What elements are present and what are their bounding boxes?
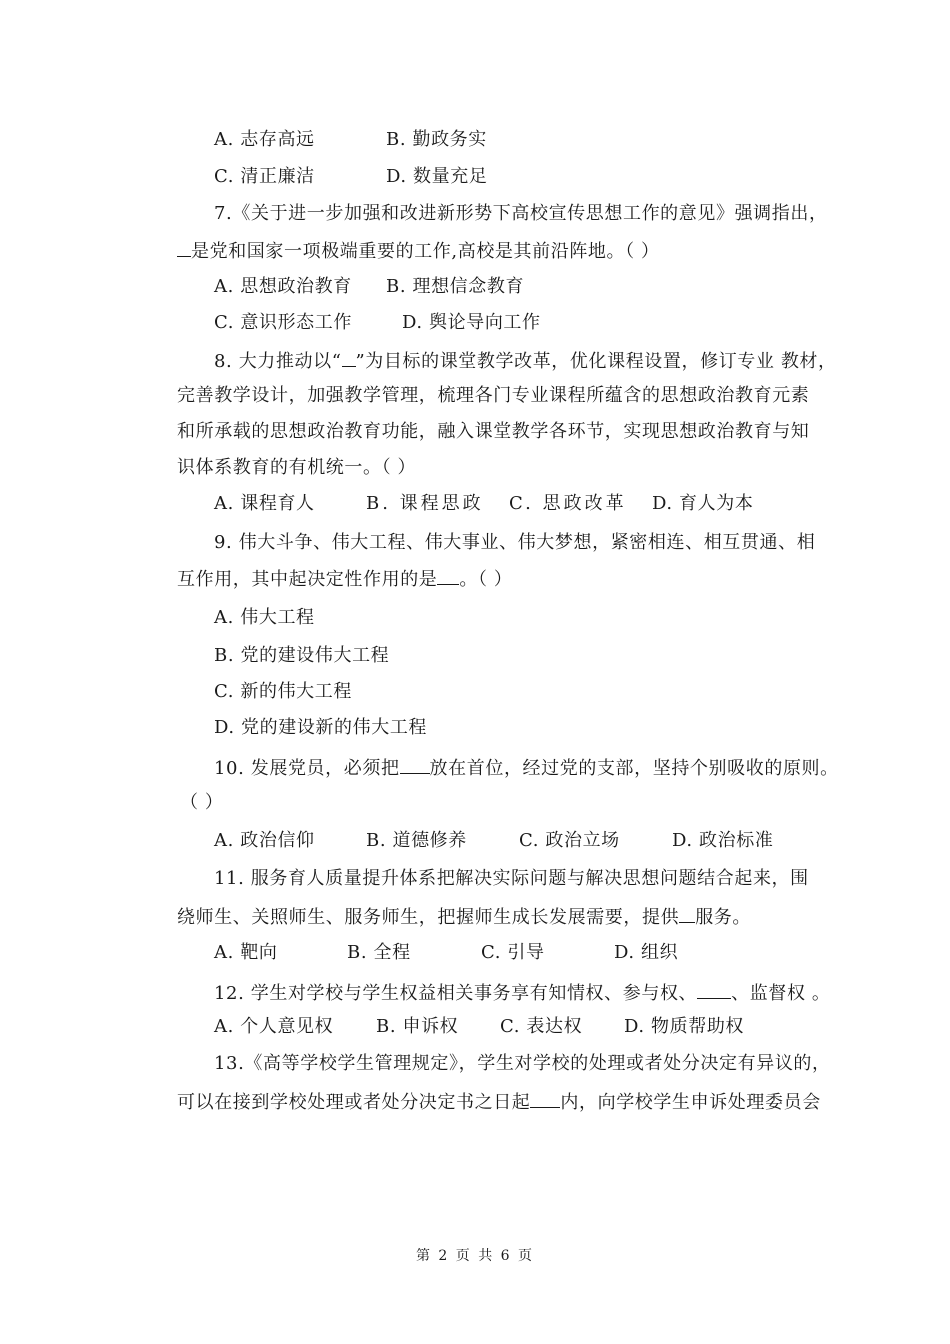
q8-text-line1-start: 8. 大力推动以“ <box>214 351 342 372</box>
q8-option-c: C. 思政改革 <box>509 493 627 514</box>
q12-blank <box>697 980 731 999</box>
q7-text-line1: 7.《关于进一步加强和改进新形势下高校宣传思想工作的意见》强调指出， <box>214 203 828 224</box>
q7-option-d: D. 舆论导向工作 <box>402 312 541 333</box>
q11-text-line2-end: 服务。 <box>695 907 752 928</box>
q13-text-line2-start: 可以在接到学校处理或者处分决定书之日起 <box>177 1092 531 1113</box>
q8-text-line4: 识体系教育的有机统一。（ ） <box>177 457 417 478</box>
q7-text-line2-rest: 是党和国家一项极端重要的工作,高校是其前沿阵地。（ ） <box>191 241 660 262</box>
q10-text-line1-start: 10. 发展党员，必须把 <box>214 758 400 779</box>
q9-blank <box>437 566 459 585</box>
q8-text-line3: 和所承载的思想政治教育功能，融入课堂教学各环节，实现思想政治教育与知 <box>177 421 810 442</box>
q8-text-line2: 完善教学设计，加强教学管理，梳理各门专业课程所蕴含的思想政治教育元素 <box>177 385 810 406</box>
q13-text-line2 <box>177 1089 821 1115</box>
q11-option-c: C. 引导 <box>481 942 545 963</box>
q12-text-line1-start: 12. 学生对学校与学生权益相关事务享有知情权、参与权、 <box>214 983 698 1004</box>
q12-option-a: A. 个人意见权 <box>214 1016 334 1037</box>
q10-text-line1-end: 放在首位，经过党的支部，坚持个别吸收的原则。 <box>429 758 839 779</box>
q8-option-d: D. 育人为本 <box>652 493 754 514</box>
q11-option-a: A. 靶向 <box>214 942 278 963</box>
q7-option-b: B. 理想信念教育 <box>386 276 525 297</box>
q9-option-a: A. 伟大工程 <box>214 607 315 628</box>
q7-option-a: A. 思想政治教育 <box>214 276 352 297</box>
q8-text-line1-end: ”为目标的课堂教学改革，优化课程设置，修订专业 教材， <box>355 351 837 372</box>
q11-text-line2 <box>177 904 751 930</box>
q7-blank <box>177 238 191 257</box>
q10-option-b: B. 道德修养 <box>366 830 467 851</box>
q7-text-line2 <box>177 238 660 264</box>
q8-text-line1 <box>214 348 837 374</box>
q11-option-b: B. 全程 <box>347 942 411 963</box>
q7-option-c: C. 意识形态工作 <box>214 312 352 333</box>
q6-option-b: B. 勤政务实 <box>386 129 487 150</box>
q9-text-line2 <box>177 566 513 592</box>
q11-text-line1: 11. 服务育人质量提升体系把解决实际问题与解决思想问题结合起来，围 <box>214 868 809 889</box>
q9-option-c: C. 新的伟大工程 <box>214 681 352 702</box>
page-number-footer: 第 2 页 共 6 页 <box>415 1248 535 1264</box>
q10-option-d: D. 政治标准 <box>672 830 774 851</box>
q13-text-line2-end: 内，向学校学生申诉处理委员会 <box>560 1092 821 1113</box>
q10-blank <box>400 755 430 774</box>
q10-text-line1 <box>214 755 839 781</box>
q9-option-b: B. 党的建设伟大工程 <box>214 645 390 666</box>
q6-option-a: A. 志存高远 <box>214 129 315 150</box>
q11-text-line2-start: 绕师生、关照师生、服务师生，把握师生成长发展需要，提供 <box>177 907 680 928</box>
q9-text-line2-end: 。（ ） <box>459 569 513 590</box>
q6-option-c: C. 清正廉洁 <box>214 166 315 187</box>
q13-blank <box>530 1089 560 1108</box>
q9-option-d: D. 党的建设新的伟大工程 <box>214 717 428 738</box>
q13-text-line1: 13.《高等学校学生管理规定》，学生对学校的处理或者处分决定有异议的， <box>214 1053 831 1074</box>
q10-option-a: A. 政治信仰 <box>214 830 315 851</box>
q9-text-line1: 9. 伟大斗争、伟大工程、伟大事业、伟大梦想，紧密相连、相互贯通、相 <box>214 532 816 553</box>
q11-blank <box>679 904 695 923</box>
q6-option-d: D. 数量充足 <box>386 166 488 187</box>
q12-option-c: C. 表达权 <box>500 1016 583 1037</box>
q10-option-c: C. 政治立场 <box>519 830 620 851</box>
q12-option-b: B. 申诉权 <box>376 1016 459 1037</box>
q10-text-line2: （ ） <box>180 792 224 813</box>
q12-option-d: D. 物质帮助权 <box>624 1016 745 1037</box>
q8-option-a: A. 课程育人 <box>214 493 315 514</box>
q11-option-d: D. 组织 <box>614 942 679 963</box>
q9-text-line2-start: 互作用，其中起决定性作用的是 <box>177 569 438 590</box>
q8-blank <box>342 348 356 367</box>
q8-option-b: B. 课程思政 <box>366 493 484 514</box>
q12-text-line1-end: 、监督权 。 <box>731 983 831 1004</box>
q12-text-line1 <box>214 980 830 1006</box>
